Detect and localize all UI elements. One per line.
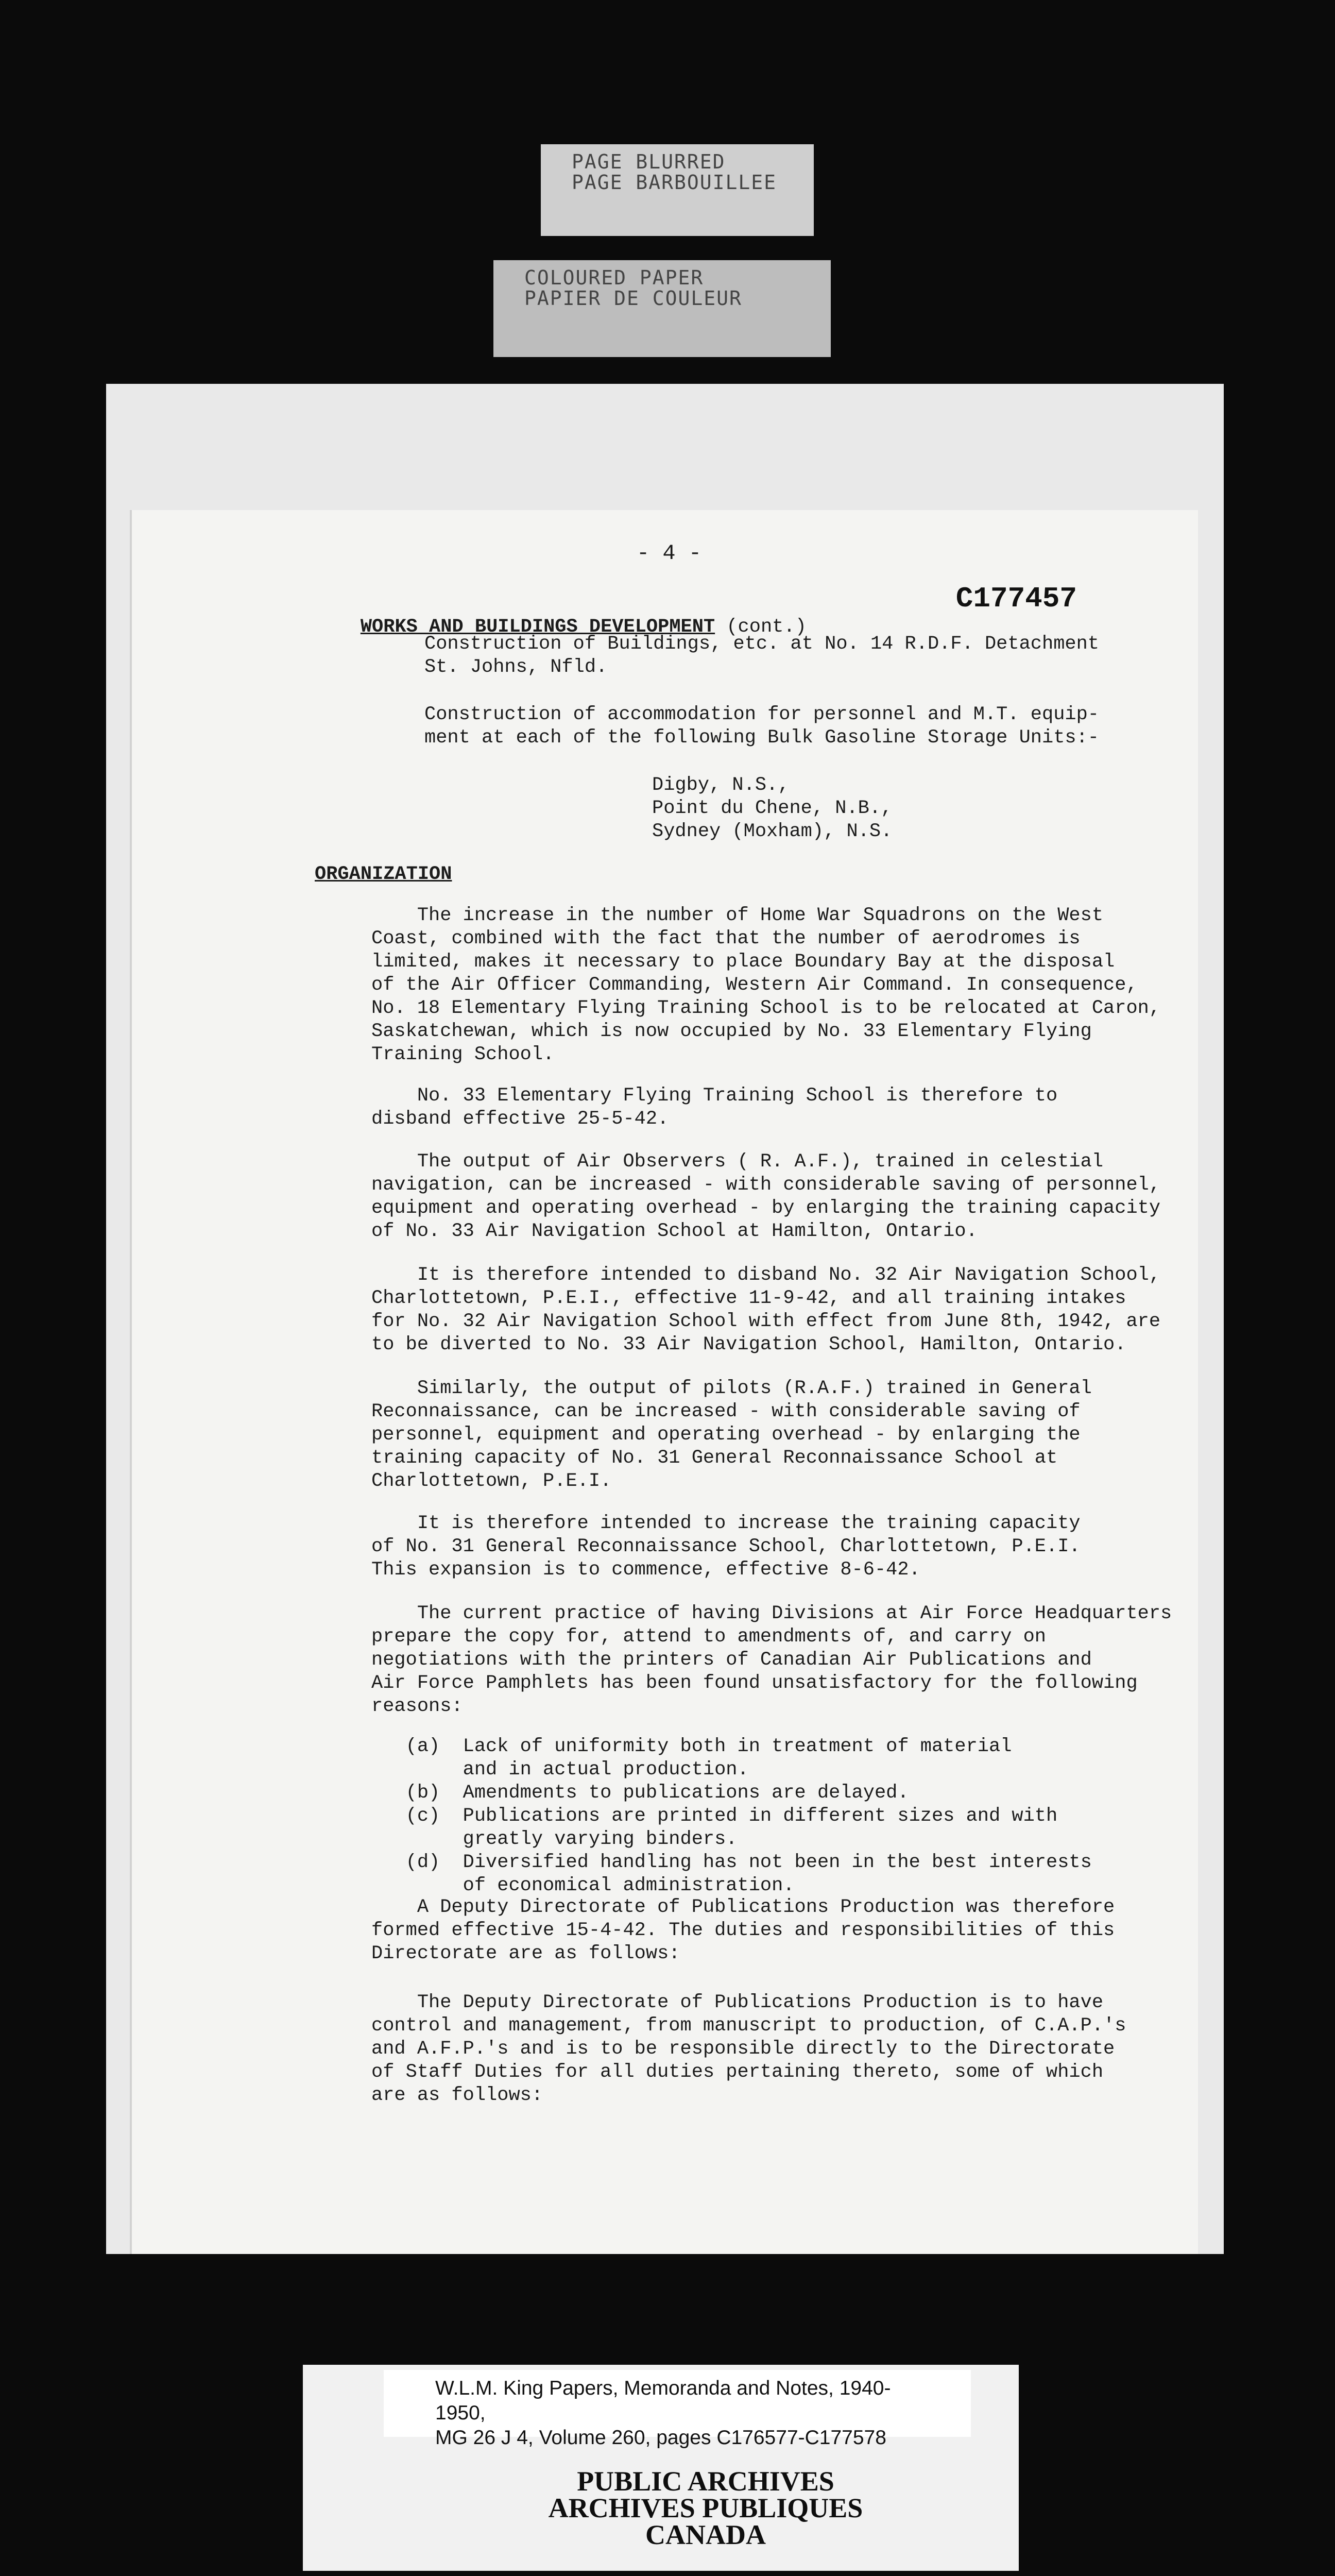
- organization-paragraph-8: A Deputy Directorate of Publications Production was therefore formed effective 15-4-42. The duties and responsibilities of this Directorate are as follows:: [371, 1896, 1115, 1964]
- works-heading: WORKS AND BUILDINGS DEVELOPMENT: [360, 616, 715, 638]
- reference-stamp: C177457: [955, 582, 1077, 615]
- page-number: - 4 -: [637, 541, 702, 566]
- coloured-paper-en: COLOURED PAPER: [524, 266, 704, 289]
- organization-paragraph-5: Similarly, the output of pilots (R.A.F.) trained in General Reconnaissance, can be increased - with considerable saving of personnel, equipment and operating overhead - by enlarging the training capacity of No. 31 General Reconnaissance School at Charlottetown, P.E.I.: [371, 1378, 1092, 1492]
- page-blurred-tag: [541, 144, 814, 236]
- organization-paragraph-6: It is therefore intended to increase the training capacity of No. 31 General Reconnaissance School, Charlottetown, P.E.I. This expansion is to commence, effective 8-6-42.: [371, 1513, 1081, 1581]
- works-paragraph-1: Construction of Buildings, etc. at No. 14 R.D.F. Detachment St. Johns, Nfld.: [424, 633, 1100, 678]
- organization-paragraph-7: The current practice of having Divisions at Air Force Headquarters prepare the copy for, attend to amendments of, and carry on negotiations with the printers of Canadian Air Publications and Air Force Pamphlets has been found unsatisfactory for the following reasons:: [371, 1603, 1172, 1717]
- organization-paragraph-1: The increase in the number of Home War Squadrons on the West Coast, combined with the fact that the number of aerodromes is limited, makes it necessary to place Boundary Bay at the disposal of the Air Officer Commanding, Western Air Command. In consequence, No. 18 Elementary Flying Training School is to be relocated at Caron, Saskatchewan, which is now occupied by No. 33 Elementary Flying Training School.: [371, 905, 1161, 1065]
- page-blurred-fr: PAGE BARBOUILLEE: [572, 171, 777, 194]
- coloured-paper-tag: [493, 260, 831, 357]
- coloured-paper-fr: PAPIER DE COULEUR: [524, 287, 742, 310]
- organization-paragraph-3: The output of Air Observers ( R. A.F.), trained in celestial navigation, can be increased - with considerable saving of personnel, equipment and operating overhead - by enlarging the training capacity of No. 33 Air Navigation School at Hamilton, Ontario.: [371, 1151, 1161, 1242]
- citation-line-1: W.L.M. King Papers, Memoranda and Notes, 1940-1950,: [435, 2377, 891, 2424]
- organization-paragraph-9: The Deputy Directorate of Publications Production is to have control and management, from manuscript to production, of C.A.P.'s and A.F.P.'s and is to be responsible directly to the Directorate of Staff Duties for all duties pertaining thereto, some of which are as follows:: [371, 1992, 1126, 2106]
- citation-box: [384, 2370, 971, 2449]
- archives-label: [515, 2468, 896, 2548]
- page-blurred-en: PAGE BLURRED: [572, 150, 726, 173]
- organization-paragraph-2: No. 33 Elementary Flying Training School is therefore to disband effective 25-5-42.: [371, 1085, 1058, 1130]
- archives-country: CANADA: [645, 2519, 766, 2550]
- archives-english: PUBLIC ARCHIVES: [577, 2466, 834, 2497]
- works-unit-list: Digby, N.S., Point du Chene, N.B., Sydney (Moxham), N.S.: [652, 774, 893, 842]
- citation-line-2: MG 26 J 4, Volume 260, pages C176577-C177578: [435, 2427, 886, 2449]
- document-page: [130, 510, 1198, 2254]
- works-paragraph-2: Construction of accommodation for personnel and M.T. equip- ment at each of the following Bulk Gasoline Storage Units:-: [424, 704, 1100, 749]
- works-heading-suffix: (cont.): [715, 616, 807, 638]
- organization-paragraph-4: It is therefore intended to disband No. 32 Air Navigation School, Charlottetown, P.E.I., effective 11-9-42, and all training intakes for No. 32 Air Navigation School with effect from June 8th, 1942, are to be diverted to No. 33 Air Navigation School, Hamilton, Ontario.: [371, 1264, 1161, 1355]
- reasons-list: (a) Lack of uniformity both in treatment of material and in actual production. (b) Amendments to publications are delayed. (c) Publications are printed in different sizes and with greatly varying binders. (d) Diversified handling has not been in the best interests of economical administration.: [405, 1736, 1092, 1896]
- archives-french: ARCHIVES PUBLIQUES: [548, 2493, 863, 2523]
- organization-heading: ORGANIZATION: [315, 863, 452, 885]
